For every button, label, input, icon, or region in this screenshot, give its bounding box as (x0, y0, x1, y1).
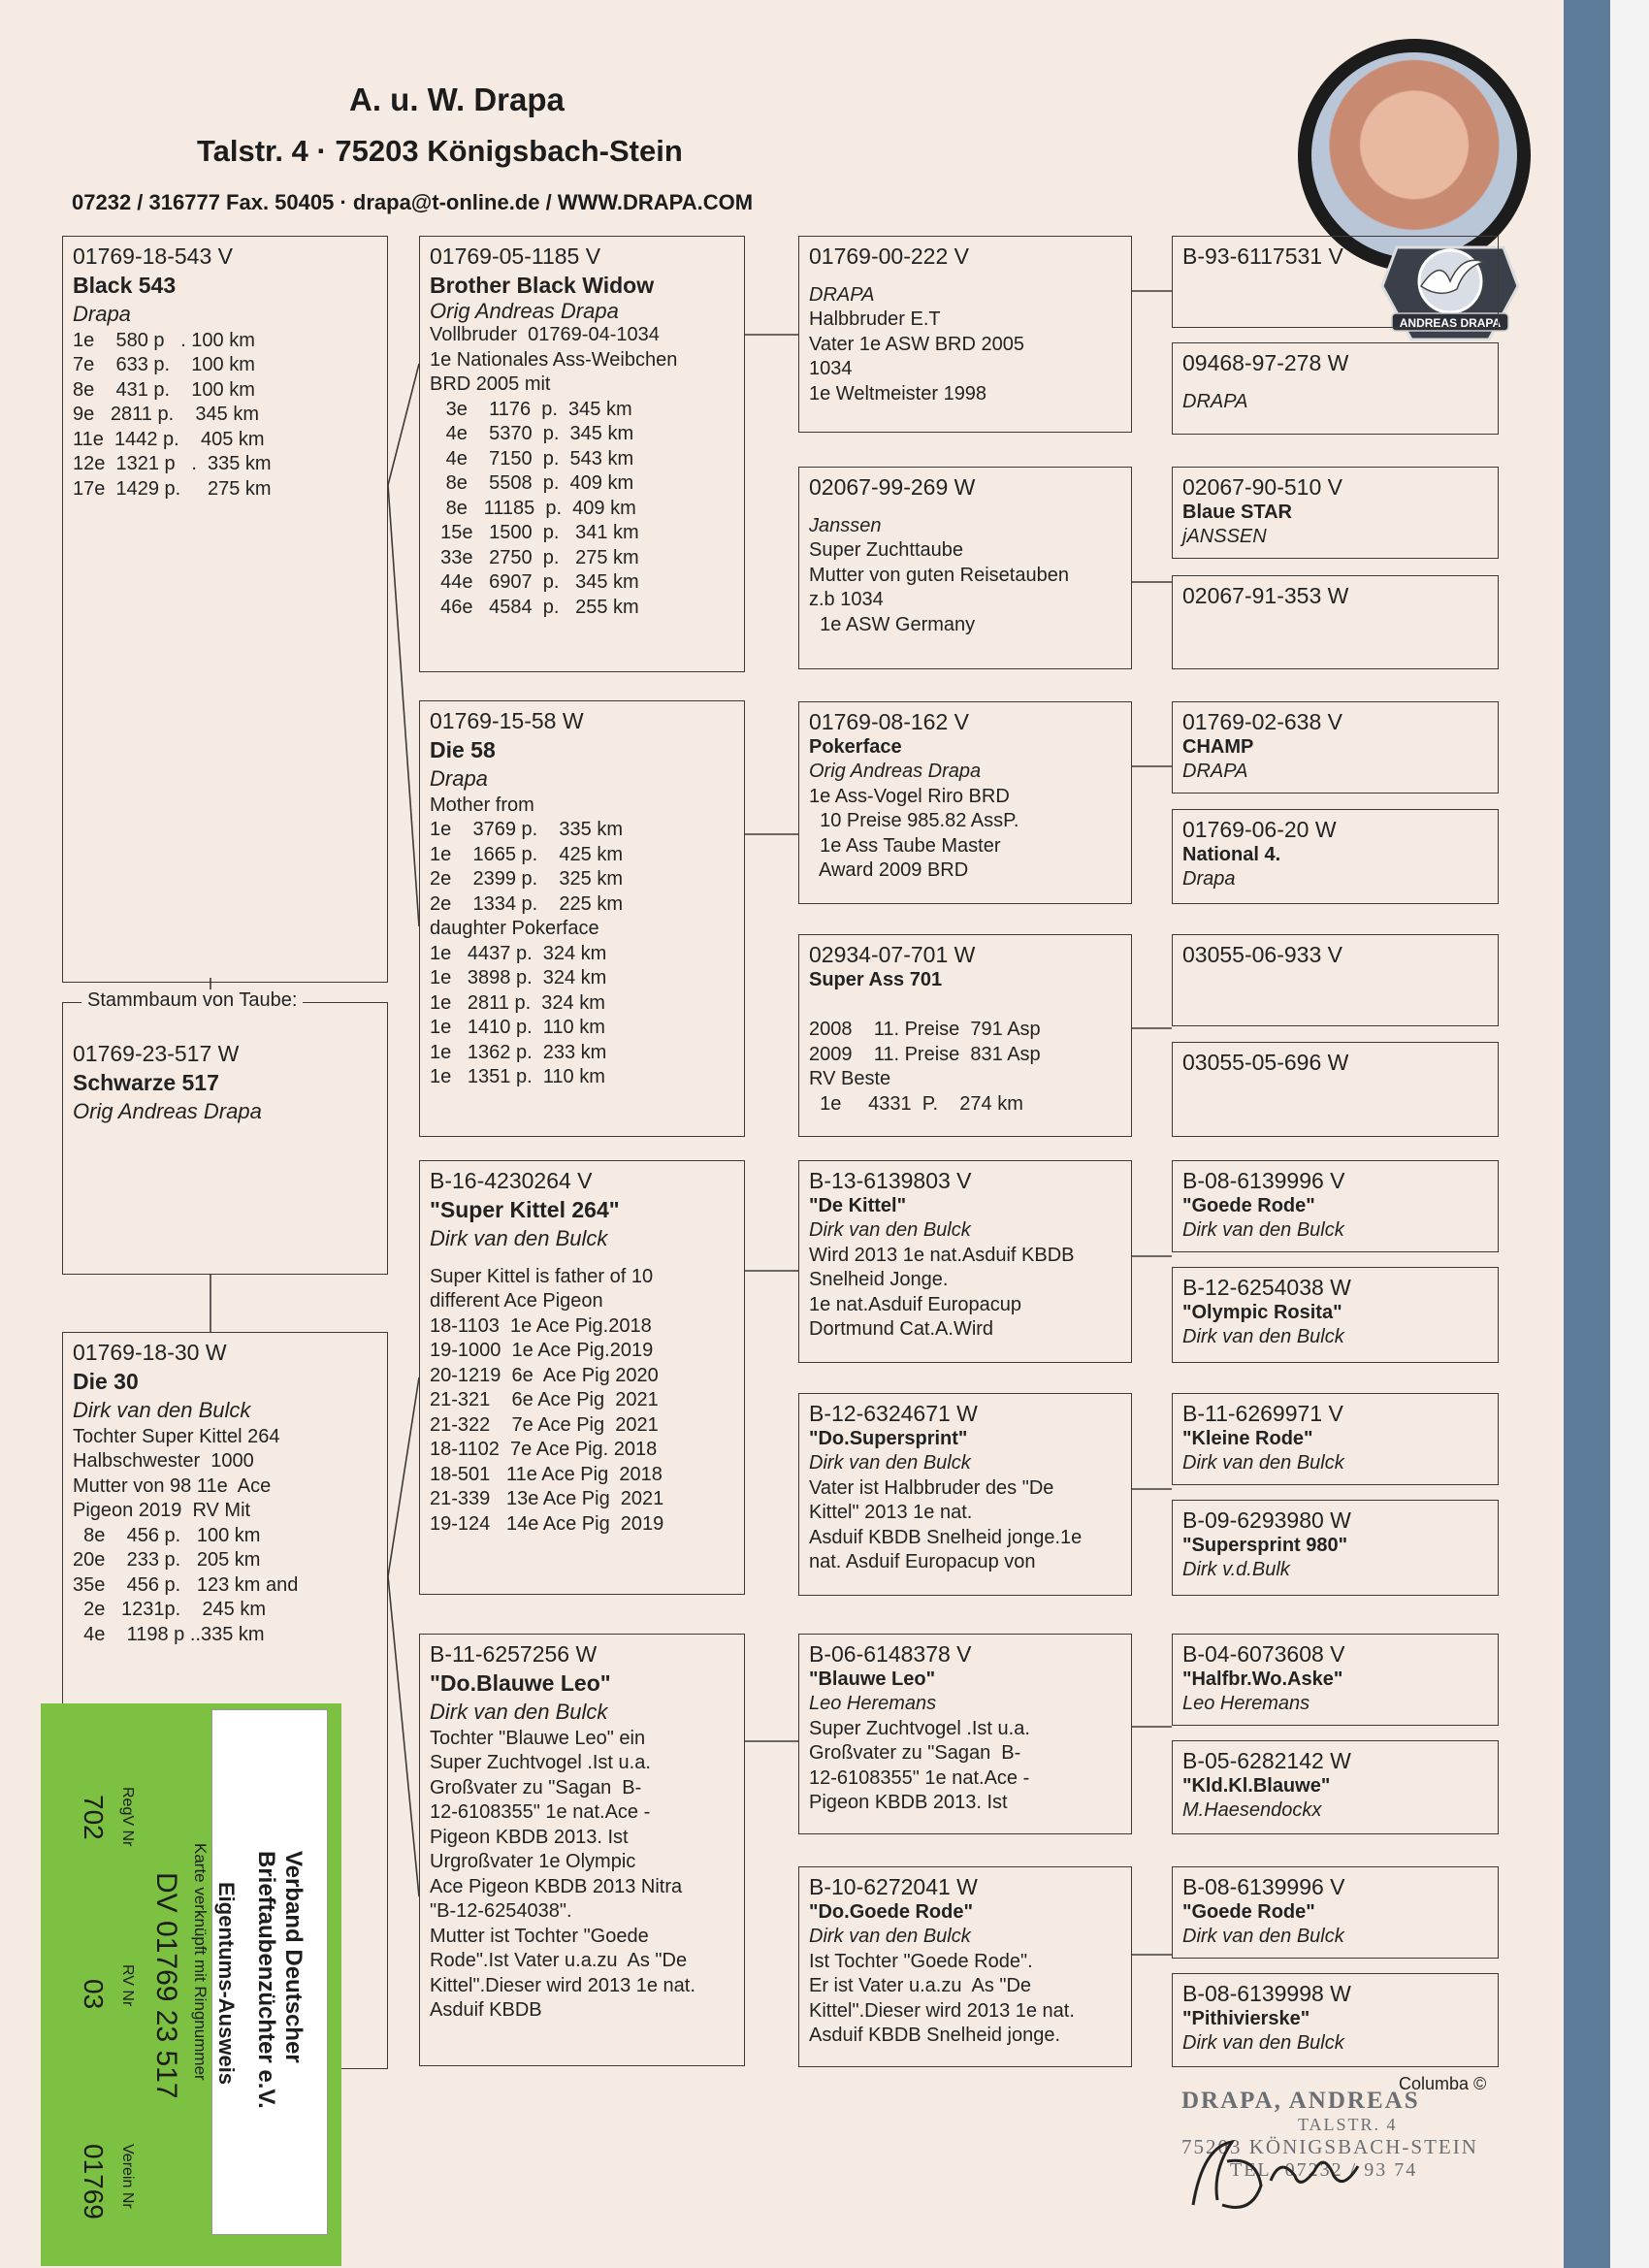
breeder: Dirk van den Bulck (73, 1398, 251, 1422)
great-grandparent-card (798, 1634, 1132, 1834)
result-line: 8e 5508 p. 409 km (430, 472, 634, 494)
gen4-card (1172, 1973, 1499, 2067)
great-grandparent-card (798, 1866, 1132, 2067)
result-line: 19-124 14e Ace Pig 2019 (430, 1512, 664, 1535)
stamp-line: TALSTR. 4 (1298, 2115, 1398, 2134)
breeder: Dirk van den Bulck (1182, 1219, 1344, 1241)
result-line: Pigeon 2019 RV Mit (73, 1500, 251, 1521)
owner-name: A. u. W. Drapa (349, 81, 565, 117)
owner-contact: 07232 / 316777 Fax. 50405 · drapa@t-online.de / WWW.DRAPA.COM (72, 190, 754, 214)
ring-number: B-93-6117531 V (1182, 243, 1343, 269)
result-line: 18-1103 1e Ace Pig.2018 (430, 1314, 652, 1337)
ring-number: B-12-6254038 W (1182, 1275, 1351, 1300)
ring-number: B-05-6282142 W (1182, 1748, 1351, 1773)
result-line: 1e 1665 p. 425 km (430, 843, 624, 865)
card-org-line1: Verband Deutscher (280, 1851, 307, 2063)
result-line: Kittel" 2013 1e nat. (809, 1502, 973, 1523)
pigeon-name: Brother Black Widow (430, 272, 655, 298)
result-line: Mother from (430, 794, 534, 816)
result-line: Vater ist Halbbruder des "De (809, 1476, 1054, 1499)
result-line: 4e 7150 p. 543 km (430, 447, 634, 470)
breeder: M.Haesendockx (1182, 1799, 1322, 1821)
result-line: 1e 2811 p. 324 km (430, 991, 605, 1014)
breeder: Drapa (430, 766, 488, 791)
result-line: 44e 6907 p. 345 km (430, 571, 639, 593)
result-line: 1e 4437 p. 324 km (430, 942, 607, 964)
ring-number: B-08-6139996 V (1182, 1874, 1345, 1899)
result-line: Pigeon KBDB 2013. Ist (430, 1826, 629, 1848)
gen4-card (1172, 701, 1499, 794)
pigeon-name: Black 543 (73, 272, 177, 298)
breeder: Orig Andreas Drapa (73, 1099, 262, 1123)
pigeon-name: CHAMP (1182, 735, 1254, 758)
result-line: nat. Asduif Europacup von (809, 1551, 1036, 1572)
result-line: 2009 11. Preise 831 Asp (809, 1043, 1041, 1065)
pigeon-name: "Do.Goede Rode" (809, 1900, 973, 1923)
card-verein-value: 01769 (79, 2144, 109, 2219)
ring-number: B-04-6073608 V (1182, 1641, 1345, 1667)
ring-number: 03055-06-933 V (1182, 942, 1342, 967)
result-line: 19-1000 1e Ace Pig.2019 (430, 1340, 654, 1361)
ring-number: 01769-18-543 V (73, 243, 233, 269)
result-line: Tochter "Blauwe Leo" ein (430, 1727, 646, 1749)
pigeon-name: Pokerface (809, 735, 902, 758)
ring-number: B-06-6148378 V (809, 1641, 972, 1667)
pigeon-name: Super Ass 701 (809, 968, 943, 990)
gen4-card (1172, 934, 1499, 1026)
breeder: Dirk van den Bulck (809, 1452, 971, 1474)
result-line: 21-321 6e Ace Pig 2021 (430, 1389, 659, 1410)
breeder: Dirk van den Bulck (1182, 1326, 1344, 1347)
result-line: Asduif KBDB Snelheid jonge. (809, 2025, 1061, 2046)
pigeon-name: Blaue STAR (1182, 501, 1292, 523)
great-grandparent-card (798, 1160, 1132, 1363)
result-line: 1e 1410 p. 110 km (430, 1017, 605, 1038)
stammbaum-label: Stammbaum von Taube: (81, 989, 303, 1012)
ring-number: 01769-02-638 V (1182, 709, 1342, 734)
pigeon-name: "Goede Rode" (1182, 1194, 1315, 1216)
pigeon-name: "Halfbr.Wo.Aske" (1182, 1668, 1343, 1690)
result-line: "B-12-6254038". (430, 1900, 572, 1922)
pigeon-name: "Pithivierske" (1182, 2007, 1310, 2029)
pigeon-name: "Blauwe Leo" (809, 1668, 936, 1690)
great-grandparent-card (798, 1393, 1132, 1596)
result-line: 15e 1500 p. 341 km (430, 522, 639, 543)
gen4-card (1172, 1042, 1499, 1137)
result-line: RV Beste (809, 1068, 891, 1089)
page-edge (1610, 0, 1649, 2268)
result-line: 1e 3898 p. 324 km (430, 967, 607, 988)
pigeon-name: "Supersprint 980" (1182, 1534, 1348, 1556)
logo-text: ANDREAS DRAPA (1399, 316, 1502, 330)
result-line: 1e 1351 p. 110 km (430, 1066, 605, 1087)
result-line: Mutter ist Tochter "Goede (430, 1925, 649, 1947)
card-ring-number: DV 01769 23 517 (150, 1872, 182, 2099)
result-line: Pigeon KBDB 2013. Ist (809, 1792, 1008, 1813)
great-grandparent-card (798, 236, 1132, 433)
result-line: Vater 1e ASW BRD 2005 (809, 333, 1024, 355)
breeder: Dirk van den Bulck (809, 1219, 971, 1241)
ring-number: B-10-6272041 W (809, 1874, 978, 1899)
breeder: Dirk van den Bulck (1182, 2032, 1344, 2054)
breeder: jANSSEN (1182, 526, 1267, 547)
grandfather-paternal-card (419, 236, 745, 672)
gen4-card (1172, 1393, 1499, 1485)
result-line: 2e 1231p. 245 km (73, 1599, 267, 1620)
result-line: 1e 4331 P. 274 km (809, 1092, 1023, 1115)
result-line: 35e 456 p. 123 km and (73, 1573, 299, 1596)
result-line: Super Zuchtvogel .Ist u.a. (430, 1752, 651, 1773)
result-line: 2e 1334 p. 225 km (430, 892, 624, 915)
card-org-line2: Brieftaubenzüchter e.V. (253, 1851, 279, 2109)
result-line: Rode".Ist Vater u.a.zu As "De (430, 1950, 688, 1971)
pigeon-name: "Super Kittel 264" (430, 1196, 620, 1222)
ring-number: 02067-90-510 V (1182, 474, 1342, 500)
ring-number: 01769-05-1185 V (430, 243, 601, 269)
columba-mark: Columba © (1399, 2074, 1487, 2093)
result-line: 1e 580 p . 100 km (73, 329, 255, 351)
breeder: Orig Andreas Drapa (809, 761, 982, 782)
result-line: BRD 2005 mit (430, 373, 551, 395)
ring-number: 03055-05-696 W (1182, 1050, 1349, 1075)
breeder: Leo Heremans (1182, 1693, 1310, 1714)
pigeon-name: "Olympic Rosita" (1182, 1301, 1342, 1323)
result-line: Asduif KBDB (430, 1999, 542, 2021)
pigeon-name: "Do.Supersprint" (809, 1427, 968, 1449)
ring-number: 01769-00-222 V (809, 243, 969, 269)
ring-number: 01769-06-20 W (1182, 817, 1337, 842)
card-rv-label: RV Nr (119, 1964, 136, 2007)
breeder: Drapa (1182, 868, 1236, 890)
pigeon-name: Schwarze 517 (73, 1069, 219, 1095)
result-line: z.b 1034 (809, 589, 884, 610)
result-line: 2e 2399 p. 325 km (430, 868, 624, 890)
grandmother-paternal-card (419, 700, 745, 1137)
card-regv-value: 702 (79, 1795, 109, 1840)
result-line: Halbschwester 1000 (73, 1450, 254, 1472)
ring-number: 01769-08-162 V (809, 709, 969, 734)
breeder: Dirk van den Bulck (430, 1700, 608, 1724)
stamp-line: DRAPA, ANDREAS (1181, 2088, 1420, 2114)
breeder: Dirk van den Bulck (809, 1926, 971, 1947)
ring-number: B-09-6293980 W (1182, 1507, 1351, 1533)
gen4-card (1172, 809, 1499, 904)
grandfather-maternal-card (419, 1160, 745, 1595)
owner-address: Talstr. 4 · 75203 Königsbach-Stein (197, 134, 683, 168)
gen4-card (1172, 236, 1499, 328)
breeder: Janssen (809, 514, 882, 536)
card-title: Eigentums-Ausweis (214, 1882, 239, 2086)
ring-number: 01769-18-30 W (73, 1340, 227, 1365)
pigeon-name: "Kld.Kl.Blauwe" (1182, 1774, 1331, 1797)
result-line: 8e 456 p. 100 km (73, 1524, 261, 1546)
card-regv-label: RegV Nr (119, 1787, 136, 1847)
breeder: DRAPA (809, 283, 875, 306)
result-line: Super Kittel is father of 10 (430, 1265, 654, 1287)
gen4-card (1172, 1160, 1499, 1252)
result-line: 17e 1429 p. 275 km (73, 477, 272, 500)
pigeon-name: Die 58 (430, 736, 496, 762)
result-line: 2008 11. Preise 791 Asp (809, 1019, 1041, 1040)
result-line: 4e 5370 p. 345 km (430, 423, 634, 444)
breeder: DRAPA (1182, 390, 1248, 412)
signature (1174, 2113, 1406, 2229)
result-line: different Ace Pigeon (430, 1290, 603, 1312)
ring-number: 01769-23-517 W (73, 1041, 240, 1066)
result-line: 8e 11185 p. 409 km (430, 497, 636, 519)
breeder: Leo Heremans (809, 1693, 937, 1714)
breeder: Dirk van den Bulck (1182, 1452, 1344, 1474)
result-line: Ace Pigeon KBDB 2013 Nitra (430, 1875, 683, 1897)
grandmother-maternal-card (419, 1634, 745, 2066)
card-verein-label: Verein Nr (119, 2144, 136, 2209)
result-line: 4e 1198 p ..335 km (73, 1623, 265, 1645)
gen4-card (1172, 575, 1499, 669)
result-line: 9e 2811 p. 345 km (73, 404, 259, 425)
stamp-line: 75203 KÖNIGSBACH-STEIN (1181, 2135, 1478, 2158)
gen4-card (1172, 342, 1499, 435)
ring-number: 02067-99-269 W (809, 474, 976, 500)
result-line: Dortmund Cat.A.Wird (809, 1318, 994, 1340)
gen4-card (1172, 1634, 1499, 1726)
subject-card (62, 1002, 388, 1275)
pigeon-name: "De Kittel" (809, 1194, 907, 1216)
pigeon-name: "Goede Rode" (1182, 1900, 1315, 1923)
ring-number: 09468-97-278 W (1182, 350, 1349, 375)
result-line: 1e nat.Asduif Europacup (809, 1293, 1022, 1315)
great-grandparent-card (798, 934, 1132, 1137)
result-line: 12e 1321 p . 335 km (73, 453, 272, 474)
result-line: Kittel".Dieser wird 2013 1e nat. (430, 1974, 695, 1996)
result-line: 12-6108355" 1e nat.Ace - (430, 1801, 651, 1823)
breeder: Orig Andreas Drapa (430, 299, 619, 323)
ring-number: B-08-6139996 V (1182, 1168, 1345, 1193)
gen4-card (1172, 1500, 1499, 1596)
result-line: Mutter von 98 11e Ace (73, 1474, 272, 1497)
ring-number: B-08-6139998 W (1182, 1981, 1351, 2006)
result-line: 18-1102 7e Ace Pig. 2018 (430, 1439, 658, 1460)
result-line: Ist Tochter "Goede Rode". (809, 1950, 1033, 1972)
breeder: DRAPA (1182, 761, 1248, 782)
great-grandparent-card (798, 701, 1132, 904)
father-card (62, 236, 388, 983)
result-line: 8e 431 p. 100 km (73, 378, 255, 401)
pigeon-name: "Do.Blauwe Leo" (430, 1669, 611, 1696)
ring-number: 02067-91-353 W (1182, 583, 1349, 608)
result-line: Snelheid Jonge. (809, 1269, 949, 1290)
blue-edge-stripe (1564, 0, 1610, 2268)
card-rv-value: 03 (79, 1979, 109, 2010)
result-line: Urgroßvater 1e Olympic (430, 1851, 636, 1872)
result-line: 33e 2750 p. 275 km (430, 546, 639, 568)
ring-number: 02934-07-701 W (809, 942, 976, 967)
result-line: 11e 1442 p. 405 km (73, 428, 265, 450)
result-line: Halbbruder E.T (809, 308, 941, 330)
result-line: Er ist Vater u.a.zu As "De (809, 1975, 1032, 1996)
ring-number: 01769-15-58 W (430, 708, 584, 733)
result-line: 1e Weltmeister 1998 (809, 382, 987, 405)
gen4-card (1172, 467, 1499, 559)
result-line: Super Zuchttaube (809, 539, 963, 561)
breeder: Dirk van den Bulck (430, 1226, 608, 1250)
result-line: 1e 1362 p. 233 km (430, 1041, 607, 1063)
result-line: Super Zuchtvogel .Ist u.a. (809, 1717, 1030, 1739)
result-line: 20e 233 p. 205 km (73, 1549, 261, 1571)
result-line: 1e Ass Taube Master (809, 834, 1001, 857)
result-line: 1e ASW Germany (809, 613, 976, 635)
result-line: 3e 1176 p. 345 km (430, 398, 632, 420)
breeder: Drapa (73, 302, 131, 326)
gen4-card (1172, 1267, 1499, 1363)
result-line: Kittel".Dieser wird 2013 1e nat. (809, 1999, 1075, 2022)
result-line: 1034 (809, 358, 853, 379)
result-line: daughter Pokerface (430, 918, 599, 939)
result-line: Asduif KBDB Snelheid jonge.1e (809, 1526, 1083, 1548)
card-subtitle: Karte verknüpft mit Ringnummer (191, 1843, 210, 2081)
result-line: Vollbruder 01769-04-1034 (430, 324, 660, 345)
result-line: 21-339 13e Ace Pig 2021 (430, 1488, 664, 1509)
result-line: Großvater zu "Sagan B- (809, 1742, 1021, 1764)
gen4-card (1172, 1740, 1499, 1834)
result-line: 1e 3769 p. 335 km (430, 819, 624, 840)
result-line: 21-322 7e Ace Pig 2021 (430, 1413, 659, 1436)
result-line: 18-501 11e Ace Pig 2018 (430, 1463, 663, 1485)
result-line: Tochter Super Kittel 264 (73, 1425, 280, 1447)
result-line: 12-6108355" 1e nat.Ace - (809, 1766, 1030, 1789)
result-line: 10 Preise 985.82 AssP. (809, 810, 1019, 831)
ring-number: B-11-6257256 W (430, 1641, 598, 1667)
result-line: Mutter von guten Reisetauben (809, 564, 1069, 586)
pigeon-name: "Kleine Rode" (1182, 1427, 1313, 1449)
result-line: 1e Nationales Ass-Weibchen (430, 348, 678, 371)
result-line: 7e 633 p. 100 km (73, 354, 255, 375)
result-line: Award 2009 BRD (809, 859, 969, 881)
breeder: Dirk van den Bulck (1182, 1926, 1344, 1947)
pigeon-name: Die 30 (73, 1368, 139, 1394)
result-line: Großvater zu "Sagan B- (430, 1776, 642, 1798)
ring-number: B-11-6269971 V (1182, 1401, 1343, 1426)
gen4-card (1172, 1866, 1499, 1959)
pigeon-name: National 4. (1182, 843, 1281, 865)
breeder: Dirk v.d.Bulk (1182, 1559, 1290, 1580)
stamp-line: TEL. 07232 / 93 74 (1230, 2159, 1418, 2181)
result-line: 1e Ass-Vogel Riro BRD (809, 785, 1010, 807)
ring-number: B-16-4230264 V (430, 1168, 593, 1193)
result-line: 20-1219 6e Ace Pig 2020 (430, 1364, 659, 1386)
great-grandparent-card (798, 467, 1132, 669)
ring-number: B-12-6324671 W (809, 1401, 978, 1426)
ring-number: B-13-6139803 V (809, 1168, 972, 1193)
result-line: Wird 2013 1e nat.Asduif KBDB (809, 1244, 1075, 1266)
result-line: 46e 4584 p. 255 km (430, 596, 639, 618)
